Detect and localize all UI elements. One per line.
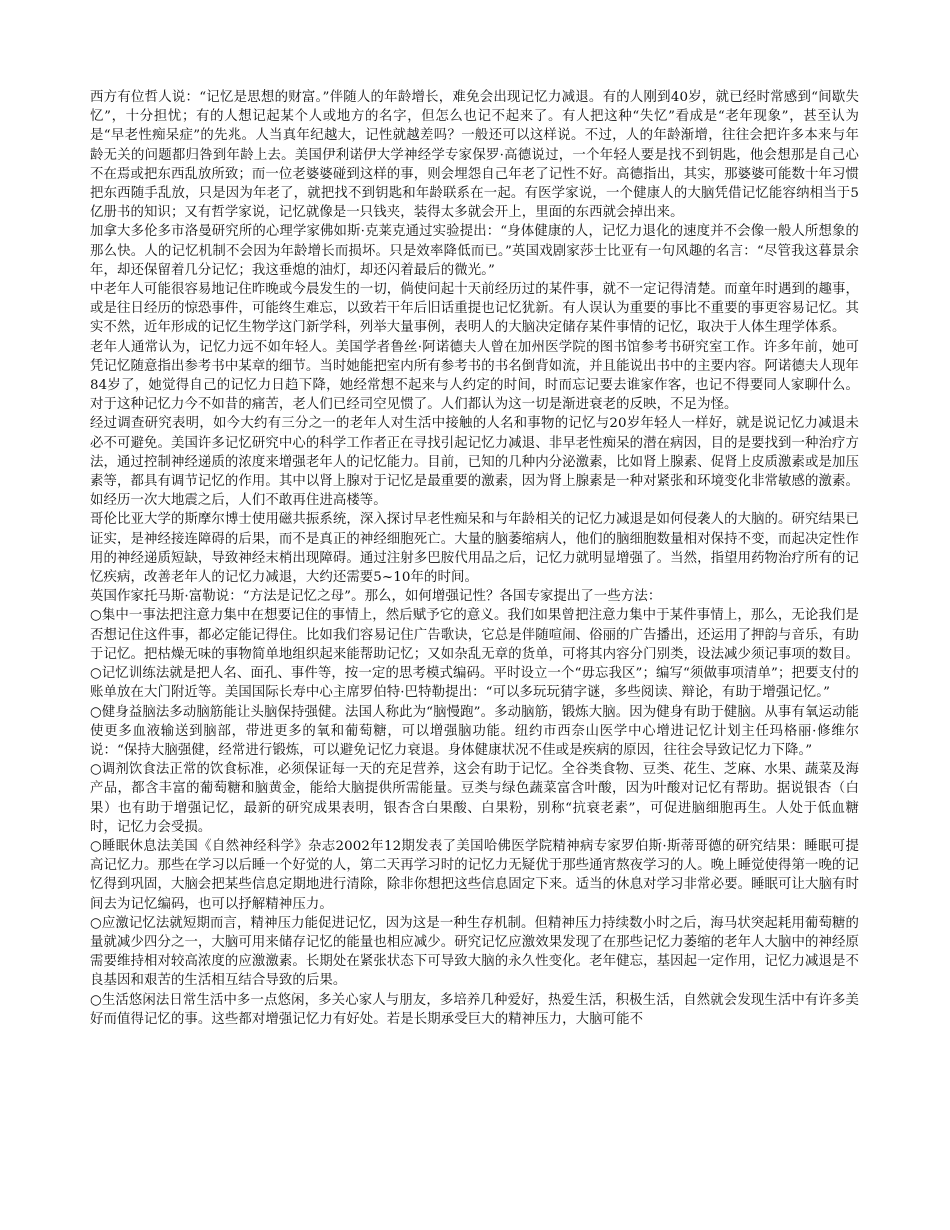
paragraph-method-sleep: ○睡眠休息法美国《自然神经科学》杂志2002年12期发表了美国哈佛医学院精神病专家罗伯斯·斯蒂哥德的研究结果：睡眠可提高记忆力。那些在学习以后睡一个好觉的人，第二天再学习时的记忆力无疑优于那些通宵熬夜学习的人。晚上睡觉使得第一晚的记忆得到巩固，大脑会把某些信息定期地进行清除，除非你想把这些信息固定下来。适当的休息对学习非常必要。睡眠可让大脑有时间去为记忆编码，也可以抒解精神压力。 (90, 838, 859, 912)
paragraph-method-stress: ○应激记忆法就短期而言，精神压力能促进记忆，因为这是一种生存机制。但精神压力持续数小时之后，海马状突起耗用葡萄糖的量就减少四分之一，大脑可用来储存记忆的能量也相应减少。研究记忆应激效果发现了在那些记忆力萎缩的老年人大脑中的神经原需要维持相对较高浓度的应激激素。长期处在紧张状态下可导致大脑的永久性变化。老年健忘，基因起一定作用，记忆力减退是不良基因和艰苦的生活相互结合导致的后果。 (90, 915, 859, 989)
paragraph-method-focus: ○集中一事法把注意力集中在想要记住的事情上，然后赋予它的意义。我们如果曾把注意力集中于某件事情上，那么，无论我们是否想记住这件事，都必定能记得住。比如我们容易记住广告歌诀，它总是伴随喧闹、俗丽的广告播出，还运用了押韵与音乐，有助于记忆。把枯燥无味的事物简单地组织起来能帮助记忆；又如杂乱无章的货单，可将其内容分门别类，设法减少须记事项的数目。 (90, 608, 859, 662)
paragraph-columbia: 哥伦比亚大学的斯摩尔博士使用磁共振系统，深入探讨早老性痴呆和与年龄相关的记忆力减退是如何侵袭人的大脑的。研究结果已证实，是神经接连障碍的后果，而不是真正的神经细胞死亡。大量的脑萎缩病人，他们的脑细胞数量相对保持不变，而起决定性作用的神经递质短缺，导致神经末梢出现障碍。通过注射多巴胺代用品之后，记忆力就明显增强了。当然，指望用药物治疗所有的记忆疾病，改善老年人的记忆力减退，大约还需要5~10年的时间。 (90, 512, 859, 586)
paragraph-arnold: 老年人通常认为，记忆力远不如年轻人。美国学者鲁丝·阿诺德夫人曾在加州医学院的图书馆参考书研究室工作。许多年前，她可凭记忆随意指出参考书中某章的细节。当时她能把室内所有参考书的书名倒背如流，并且能说出书中的主要内容。阿诺德夫人现年84岁了，她觉得自己的记忆力日趋下降，她经常想不起来与人约定的时间，时而忘记要去谁家作客，也记不得要同人家聊什么。对于这种记忆力今不如昔的痛苦，老人们已经司空见惯了。人们都认为这一切是渐进衰老的反映，不足为怪。 (90, 339, 859, 413)
article-body (90, 88, 859, 1029)
paragraph-craik: 加拿大多伦多市洛曼研究所的心理学家佛如斯·克莱克通过实验提出：“身体健康的人，记忆力退化的速度并不会像一般人所想象的那么快。人的记忆机制不会因为年龄增长而损坏。只是效率降低而已。”英国戏剧家莎士比亚有一句风趣的名言：“尽管我这暮景余年，却还保留着几分记忆；我这垂熄的油灯，却还闪着最后的微光。” (90, 224, 859, 278)
paragraph-childhood-memory: 中老年人可能很容易地记住昨晚或今晨发生的一切，倘使问起十天前经历过的某件事，就不一定记得清楚。而童年时遇到的趣事，或是往日经历的惊恐事件，可能终生难忘，以致若干年后旧话重提也记忆犹新。有人误认为重要的事比不重要的事更容易记忆。其实不然，近年形成的记忆生物学这门新学科，列举大量事例，表明人的大脑决定储存某件事情的记忆，取决于人体生理学体系。 (90, 282, 859, 336)
paragraph-intro: 西方有位哲人说：“记忆是思想的财富。”伴随人的年龄增长，难免会出现记忆力减退。有的人刚到40岁，就已经时常感到“间歇失忆”，十分担忧；有的人想记起某个人或地方的名字，但怎么也记不起来了。有人把这种“失忆”看成是“老年现象”，甚至认为是“早老性痴呆症”的先兆。人当真年纪越大，记性就越差吗？一般还可以这样说。不过，人的年龄渐增，往往会把许多本来与年龄无关的问题都归咎到年龄上去。美国伊利诺伊大学神经学专家保罗·高德说过，一个年轻人要是找不到钥匙，他会想那是自己心不在焉或把东西乱放所致；而一位老婆婆碰到这样的事，则会埋怨自己年老了记性不好。高德指出，其实，那婆婆可能数十年习惯把东西随手乱放，只是因为年老了，就把找不到钥匙和年龄联系在一起。有医学家说，一个健康人的大脑凭借记忆能容纳相当于5亿册书的知识；又有哲学家说，记忆就像是一只钱夹，装得太多就会开上，里面的东西就会掉出来。 (90, 90, 859, 221)
paragraph-method-diet: ○调剂饮食法正常的饮食标准，必须保证每一天的充足营养，这会有助于记忆。全谷类食物、豆类、花生、芝麻、水果、蔬菜及海产品，都含丰富的葡萄糖和脑黄金，能给大脑提供所需能量。豆类与绿色蔬菜富含叶酸，因为叶酸对记忆有帮助。据说银杏（白果）也有助于增强记忆，最新的研究成果表明，银杏含白果酸、白果粉，别称“抗衰老素”，可促进脑细胞再生。人处于低血糖时，记忆力会受损。 (90, 762, 859, 835)
paragraph-method-training: ○记忆训练法就是把人名、面孔、事件等，按一定的思考模式编码。平时设立一个“毋忘我区”；编写“须做事项清单”；把要支付的账单放在大门附近等。美国国际长寿中心主席罗伯特·巴特勒提出：“可以多玩玩猜字谜，多些阅读、辩论，有助于增强记忆。” (90, 666, 859, 701)
paragraph-method-exercise: ○健身益脑法多动脑筋能让头脑保持强健。法国人称此为“脑慢跑”。多动脑筋，锻炼大脑。因为健身有助于健脑。从事有氧运动能使更多血液输送到脑部，带进更多的氧和葡萄糖，可以增强脑功能。纽约市西奈山医学中心增进记忆计划主任玛格丽·修维尔说：“保持大脑强健，经常进行锻炼，可以避免记忆力衰退。身体健康状况不佳或是疾病的原因，往往会导致记忆力下降。” (90, 704, 859, 758)
paragraph-research: 经过调查研究表明，如今大约有三分之一的老年人对生活中接触的人名和事物的记忆与20岁年轻人一样好，就是说记忆力减退未必不可避免。美国许多记忆研究中心的科学工作者正在寻找引起记忆力减退、非早老性痴呆的潜在病因，目的是要找到一种治疗方法，通过控制神经递质的浓度来增强老年人的记忆能力。目前，已知的几种内分泌激素，比如肾上腺素、促肾上皮质激素或是加压素等，都具有调节记忆的作用。其中以肾上腺对于记忆是最重要的激素，因为肾上腺素是一种对紧张和环境变化非常敏感的激素。如经历一次大地震之后，人们不敢再住进高楼等。 (90, 416, 859, 509)
paragraph-method-leisure: ○生活悠闲法日常生活中多一点悠闲，多关心家人与朋友，多培养几种爱好，热爱生活，积极生活，自然就会发现生活中有许多美好而值得记忆的事。这些都对增强记忆力有好处。若是长期承受巨大的精神压力，大脑可能不 (90, 992, 859, 1027)
paragraph-methods-intro: 英国作家托马斯·富勒说：“方法是记忆之母”。那么，如何增强记性？各国专家提出了一些方法： (90, 589, 662, 605)
